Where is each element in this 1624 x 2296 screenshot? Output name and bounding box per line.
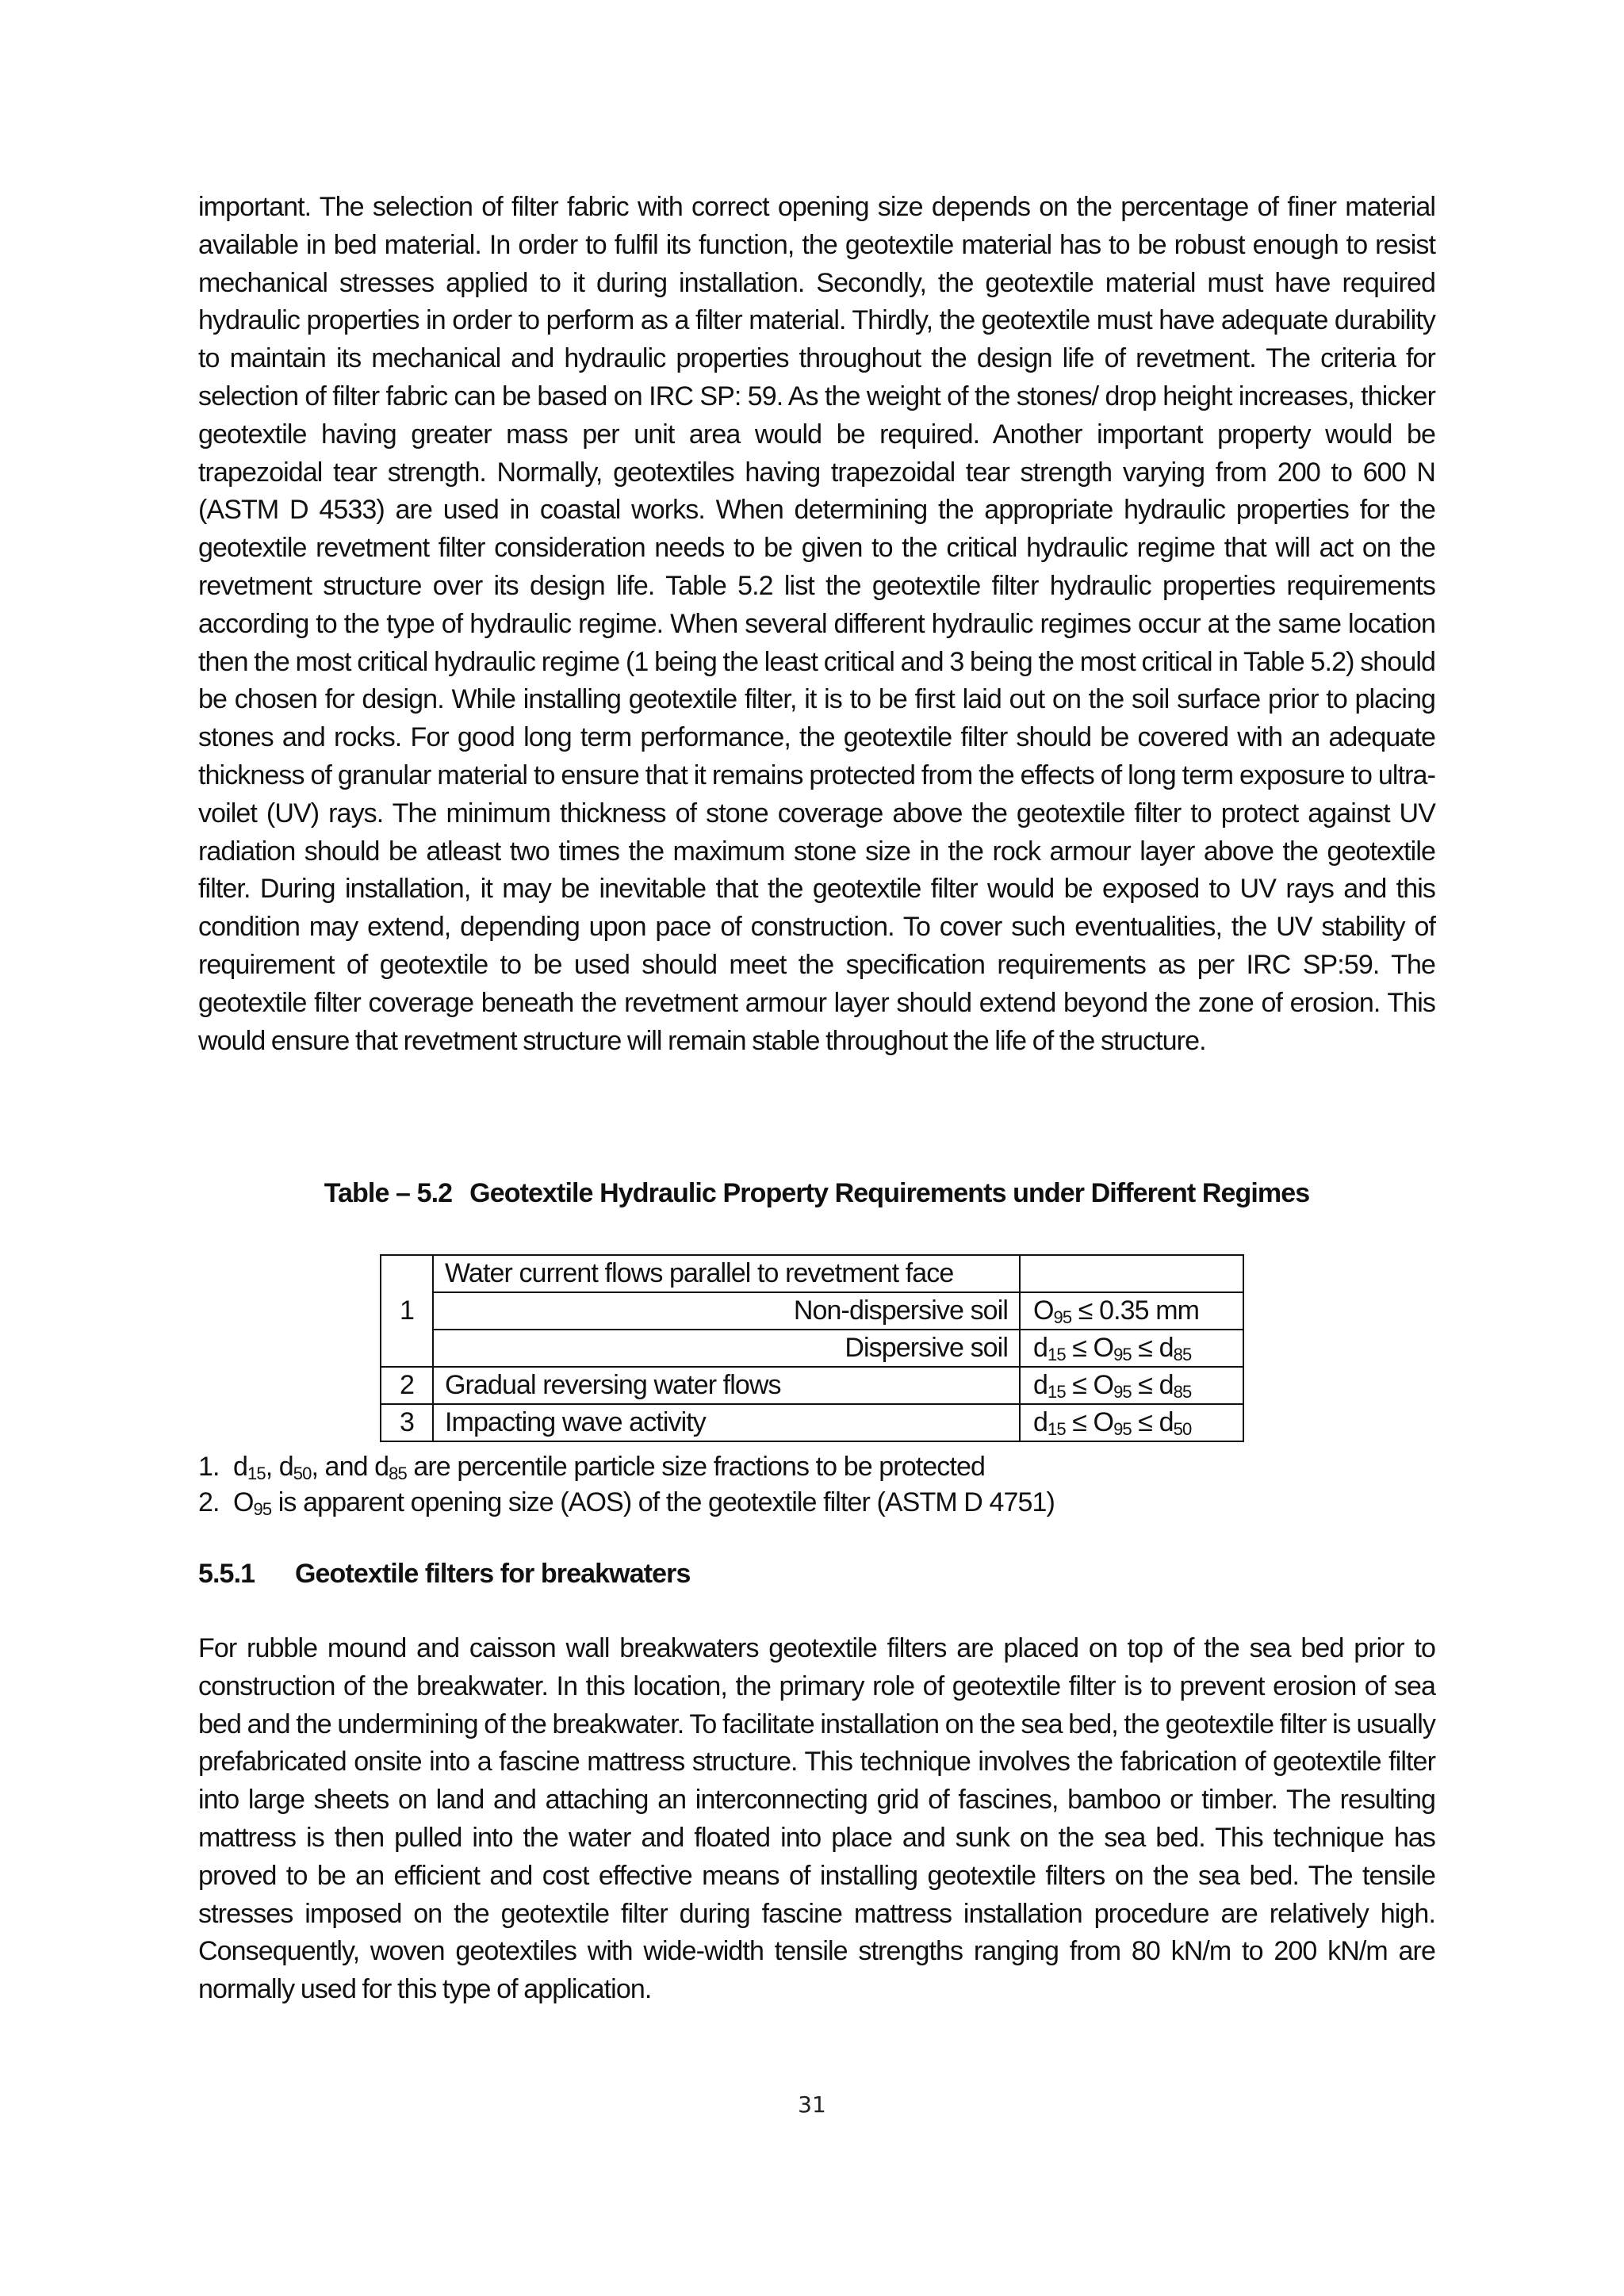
criterion-text: d — [1033, 1370, 1048, 1400]
regime-description-cell: Gradual reversing water flows — [433, 1367, 1020, 1404]
regime-number-cell: 2 — [381, 1367, 433, 1404]
soil-type-cell: Non-dispersive soil — [433, 1292, 1020, 1330]
table-caption-label: Table – 5.2 — [324, 1178, 453, 1208]
note-subscript: 95 — [253, 1499, 272, 1519]
table-note — [198, 1485, 1055, 1521]
criterion-text: ≤ d — [1131, 1370, 1174, 1400]
table-row — [381, 1330, 1243, 1367]
note-text: , and d — [311, 1452, 389, 1482]
regime-description-cell: Impacting wave activity — [433, 1404, 1020, 1441]
table-notes — [198, 1449, 1055, 1521]
criterion-cell — [1020, 1255, 1243, 1292]
criterion-subscript: 95 — [1113, 1345, 1132, 1364]
table-row — [381, 1404, 1243, 1441]
soil-type-cell: Dispersive soil — [433, 1330, 1020, 1367]
section-title: Geotextile filters for breakwaters — [295, 1559, 691, 1589]
criterion-subscript: 15 — [1048, 1382, 1066, 1402]
note-subscript: 50 — [293, 1464, 312, 1483]
note-text: , d — [265, 1452, 293, 1482]
table-row — [381, 1255, 1243, 1292]
criterion-text: d — [1033, 1333, 1048, 1363]
regime-description-cell: Water current flows parallel to revetment face — [433, 1255, 1020, 1292]
page-number: 31 — [798, 2091, 826, 2118]
table-note — [198, 1449, 1055, 1485]
hydraulic-requirements-table — [380, 1254, 1244, 1442]
note-subscript: 85 — [389, 1464, 407, 1483]
note-subscript: 15 — [247, 1464, 266, 1483]
criterion-subscript: 50 — [1173, 1419, 1192, 1439]
table-row — [381, 1292, 1243, 1330]
criterion-cell — [1020, 1292, 1243, 1330]
regime-number-cell: 1 — [381, 1255, 433, 1367]
section-heading — [198, 1556, 691, 1592]
criterion-subscript: 95 — [1053, 1307, 1072, 1327]
criterion-text: ≤ O — [1065, 1370, 1114, 1400]
table-row — [381, 1367, 1243, 1404]
criterion-subscript: 95 — [1113, 1382, 1132, 1402]
criterion-text: ≤ d — [1131, 1407, 1174, 1437]
note-text: d — [233, 1452, 248, 1482]
criterion-text: ≤ O — [1065, 1333, 1114, 1363]
criterion-subscript: 95 — [1113, 1419, 1132, 1439]
note-number: 2. — [198, 1487, 220, 1517]
criterion-text: O — [1033, 1295, 1054, 1326]
criterion-text: ≤ O — [1065, 1407, 1114, 1437]
criterion-text: ≤ 0.35 mm — [1071, 1295, 1200, 1326]
body-paragraph-breakwaters: For rubble mound and caisson wall breakwaters geotextile filters are placed on top of the sea bed prior to construction of the breakwater. In this location, the primary role of geotextile filter is to prevent erosion of sea bed and the undermining of the breakwater. To facilitate installation on the sea bed, the geotextile filter is usually prefabricated onsite into a fascine mattress structure. This technique involves the fabrication of geotextile filter into large sheets on land and attaching an interconnecting grid of fascines, bamboo or timber. The resulting mattress is then pulled into the water and floated into place and sunk on the sea bed. This technique has proved to be an efficient and cost effective means of installing geotextile filters on the sea bed. The tensile stresses imposed on the geotextile filter during fascine mattress installation procedure are relatively high. Consequently, woven geotextiles with wide-width tensile strengths ranging from 80 kN/m to 200 kN/m are normally used for this type of application. — [198, 1633, 1435, 2005]
criterion-subscript: 15 — [1048, 1419, 1066, 1439]
note-number: 1. — [198, 1452, 220, 1482]
section-number: 5.5.1 — [198, 1559, 255, 1589]
table-caption — [198, 1176, 1435, 1211]
criterion-text: d — [1033, 1407, 1048, 1437]
criterion-text: ≤ d — [1131, 1333, 1174, 1363]
criterion-cell — [1020, 1330, 1243, 1367]
note-text: is apparent opening size (AOS) of the geotextile filter (ASTM D 4751) — [271, 1487, 1055, 1517]
note-text: are percentile particle size fractions to be protected — [406, 1452, 985, 1482]
page-content — [198, 189, 1435, 2005]
criterion-cell — [1020, 1367, 1243, 1404]
regime-number-cell: 3 — [381, 1404, 433, 1441]
criterion-subscript: 15 — [1048, 1345, 1066, 1364]
table-caption-title: Geotextile Hydraulic Property Requirements under Different Regimes — [469, 1178, 1310, 1208]
criterion-subscript: 85 — [1173, 1345, 1192, 1364]
note-text: O — [233, 1487, 254, 1517]
criterion-subscript: 85 — [1173, 1382, 1192, 1402]
body-paragraph-geotextile-selection: important. The selection of filter fabric with correct opening size depends on the percentage of finer material available in bed material. In order to fulfil its function, the geotextile material has to be robust enough to resist mechanical stresses applied to it during installation. Secondly, the geotextile material must have required hydraulic properties in order to perform as a filter material. Thirdly, the geotextile must have adequate durability to maintain its mechanical and hydraulic properties throughout the design life of revetment. The criteria for selection of filter fabric can be based on IRC SP: 59. As the weight of the stones/ drop height increases, thicker geotextile having greater mass per unit area would be required. Another important property would be trapezoidal tear strength. Normally, geotextiles having trapezoidal tear strength varying from 200 to 600 N (ASTM D 4533) are used in coastal works. When determining the appropriate hydraulic properties for the geotextile revetment filter consideration needs to be given to the critical hydraulic regime that will act on the revetment structure over its design life. Table 5.2 list the geotextile filter hydraulic properties requirements according to the type of hydraulic regime. When several different hydraulic regimes occur at the same location then the most critical hydraulic regime (1 being the least critical and 3 being the most critical in Table 5.2) should be chosen for design. While installing geotextile filter, it is to be first laid out on the soil surface prior to placing stones and rocks. For good long term performance, the geotextile filter should be covered with an adequate thickness of granular material to ensure that it remains protected from the effects of long term exposure to ultra-voilet (UV) rays. The minimum thickness of stone coverage above the geotextile filter to protect against UV radiation should be atleast two times the maximum stone size in the rock armour layer above the geotextile filter. During installation, it may be inevitable that the geotextile filter would be exposed to UV rays and this condition may extend, depending upon pace of construction. To cover such eventualities, the UV stability of requirement of geotextile to be used should meet the specification requirements as per IRC SP:59. The geotextile filter coverage beneath the revetment armour layer should extend beyond the zone of erosion. This would ensure that revetment structure will remain stable throughout the life of the structure. — [198, 192, 1435, 1056]
criterion-cell — [1020, 1404, 1243, 1441]
